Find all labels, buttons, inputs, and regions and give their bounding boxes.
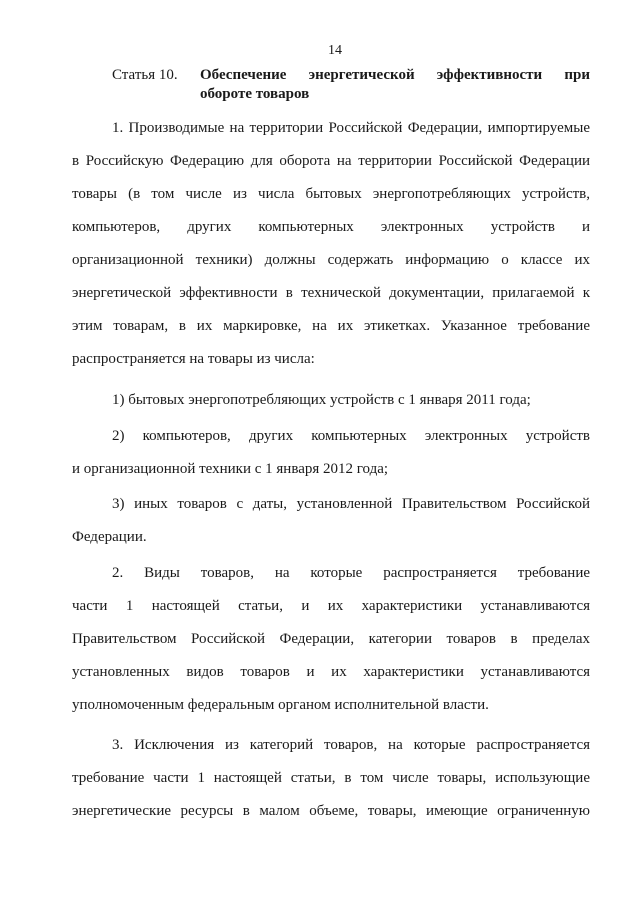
text-line: 3. Исключения из категорий товаров, на которые распространяется <box>112 737 590 753</box>
text-line: распространяется на товары из числа: <box>72 351 315 367</box>
list-item-3 <box>72 488 590 554</box>
text-line: энергетической эффективности в технической документации, прилагаемой к <box>72 285 590 301</box>
text-line: Правительством Российской Федерации, категории товаров в пределах <box>72 631 590 647</box>
paragraph-3 <box>72 729 590 828</box>
text-line: энергетические ресурсы в малом объеме, товары, имеющие ограниченную <box>72 803 590 819</box>
text-line: 1. Производимые на территории Российской Федерации, импортируемые <box>112 120 590 136</box>
text-line: части 1 настоящей статьи, и их характеристики устанавливаются <box>72 598 590 614</box>
article-title-line: Обеспечение энергетической эффективности при <box>200 67 590 83</box>
text-line: 2) компьютеров, других компьютерных электронных устройств <box>112 428 590 444</box>
text-line: уполномоченным федеральным органом исполнительной власти. <box>72 697 489 713</box>
article-label: Статья 10. <box>112 67 178 83</box>
text-line: установленных видов товаров и их характеристики устанавливаются <box>72 664 590 680</box>
text-line: Федерации. <box>72 529 147 545</box>
text-line: компьютеров, других компьютерных электронных устройств и <box>72 219 590 235</box>
page-number: 14 <box>328 43 342 58</box>
text-line: организационной техники) должны содержать информацию о классе их <box>72 252 590 268</box>
text-line: товары (в том числе из числа бытовых энергопотребляющих устройств, <box>72 186 590 202</box>
article-title <box>200 66 590 104</box>
list-item-1 <box>72 384 590 417</box>
paragraph-2 <box>72 557 590 722</box>
text-line: 3) иных товаров с даты, установленной Правительством Российской <box>112 496 590 512</box>
text-line: 2. Виды товаров, на которые распространяется требование <box>112 565 590 581</box>
text-line: 1) бытовых энергопотребляющих устройств с 1 января 2011 года; <box>112 392 531 408</box>
text-line: этим товарам, в их маркировке, на их этикетках. Указанное требование <box>72 318 590 334</box>
text-line: требование части 1 настоящей статьи, в том числе товары, использующие <box>72 770 590 786</box>
paragraph-1 <box>72 112 590 376</box>
list-item-2 <box>72 420 590 486</box>
text-line: и организационной техники с 1 января 2012 года; <box>72 461 389 477</box>
article-title-line: обороте товаров <box>200 86 310 102</box>
text-line: в Российскую Федерацию для оборота на территории Российской Федерации <box>72 153 590 169</box>
